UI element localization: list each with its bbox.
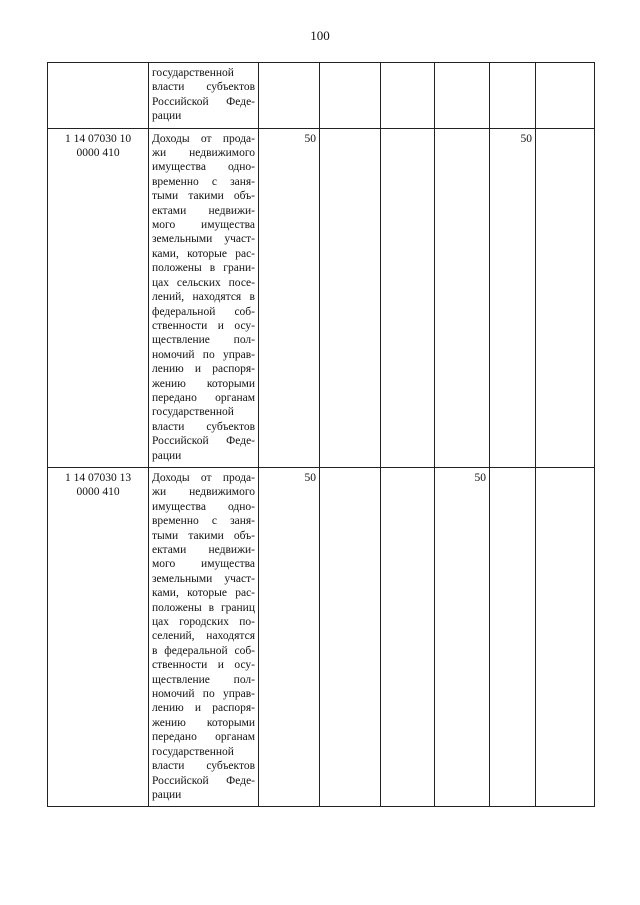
amount-cell [490, 63, 536, 129]
amount-cell [381, 128, 435, 467]
revenue-name-cell [149, 467, 259, 806]
revenue-name-line: власти субъектов [152, 81, 255, 94]
revenue-code-cell [48, 467, 149, 806]
revenue-code-line: 1 14 07030 13 [64, 471, 132, 484]
revenue-name-line: мого имущества [152, 558, 255, 571]
revenue-name-line: земельными участ- [152, 233, 255, 246]
table-row [48, 63, 595, 129]
revenue-name-line: жению которыми [152, 377, 255, 390]
revenue-code-cell [48, 63, 149, 129]
revenue-name-line: селений, находятся [152, 630, 255, 643]
revenue-name-line: федеральной соб- [152, 305, 255, 318]
revenue-name-line: ственности и осу- [152, 659, 255, 672]
revenue-name-line: лений, находятся в [152, 291, 255, 304]
revenue-name-line: передано органам [152, 731, 255, 744]
revenue-name-line: Доходы от прода- [152, 132, 255, 145]
revenue-name-line: Российской Феде- [152, 95, 255, 108]
revenue-code-line: 0000 410 [76, 147, 120, 160]
amount-cell [320, 467, 381, 806]
revenue-name-line: Российской Феде- [152, 435, 255, 448]
revenue-name-line: номочий по управ- [152, 348, 255, 361]
revenue-name-line: рации [152, 110, 182, 123]
amount-cell [320, 63, 381, 129]
table-row [48, 128, 595, 467]
revenue-name-line: ектами недвижи- [152, 544, 255, 556]
amount-cell: 50 [259, 467, 320, 806]
revenue-name-line: ектами недвижи- [152, 204, 255, 217]
revenue-name-line: рации [152, 788, 182, 801]
revenue-name-line: лению и распоря- [152, 702, 255, 715]
amount-cell [381, 63, 435, 129]
revenue-name-line: власти субъектов [152, 760, 255, 773]
amount-cell [381, 467, 435, 806]
revenue-name-line: тыми такими объ- [152, 529, 255, 542]
revenue-name-line: Российской Феде- [152, 774, 255, 787]
revenue-code-line: 0000 410 [76, 486, 120, 499]
amount-cell [259, 63, 320, 129]
revenue-name-line: ками, которые рас- [152, 247, 255, 260]
revenue-name-line: передано органам [152, 391, 255, 404]
revenue-name-line: земельными участ- [152, 572, 255, 585]
revenue-table [47, 62, 595, 807]
amount-cell [320, 128, 381, 467]
revenue-name-line: Доходы от прода- [152, 471, 255, 484]
amount-cell: 50 [490, 128, 536, 467]
revenue-name-line: имущества одно- [152, 500, 255, 513]
revenue-name-line: цах сельских посе- [152, 276, 255, 289]
revenue-name-line: жению которыми [152, 716, 255, 729]
revenue-name-line: номочий по управ- [152, 688, 255, 701]
revenue-code-line: 1 14 07030 10 [64, 132, 132, 145]
table-row [48, 467, 595, 806]
amount-cell: 50 [435, 467, 490, 806]
amount-cell: 50 [259, 128, 320, 467]
amount-cell [536, 128, 595, 467]
revenue-name-line: государственной [152, 745, 234, 758]
revenue-name-line: рации [152, 449, 182, 462]
revenue-name-line: жи недвижимого [152, 147, 255, 160]
revenue-name-line: власти субъектов [152, 420, 255, 433]
amount-cell [490, 467, 536, 806]
revenue-name-line: мого имущества [152, 219, 255, 232]
revenue-name-line: имущества одно- [152, 161, 255, 174]
revenue-name-line: ками, которые рас- [152, 587, 255, 600]
revenue-name-line: цах городских по- [152, 616, 255, 629]
revenue-name-line: государственной [152, 406, 234, 419]
revenue-name-cell [149, 128, 259, 467]
amount-cell [536, 467, 595, 806]
revenue-name-line: в федеральной соб- [152, 644, 255, 657]
amount-cell [435, 63, 490, 129]
revenue-name-line: ществление пол- [152, 334, 255, 347]
revenue-name-line: ществление пол- [152, 673, 255, 686]
revenue-name-line: положены в границ [152, 601, 255, 614]
revenue-name-cell [149, 63, 259, 129]
page-number: 100 [310, 28, 330, 43]
revenue-name-line: ственности и осу- [152, 319, 255, 332]
revenue-name-line: лению и распоря- [152, 363, 255, 376]
revenue-name-line: государственной [152, 67, 234, 79]
amount-cell [536, 63, 595, 129]
revenue-name-line: жи недвижимого [152, 486, 255, 499]
revenue-name-line: временно с заня- [152, 515, 255, 528]
revenue-name-line: тыми такими объ- [152, 190, 255, 203]
revenue-name-line: положены в грани- [152, 262, 255, 275]
revenue-name-line: временно с заня- [152, 175, 255, 188]
amount-cell [435, 128, 490, 467]
revenue-code-cell [48, 128, 149, 467]
